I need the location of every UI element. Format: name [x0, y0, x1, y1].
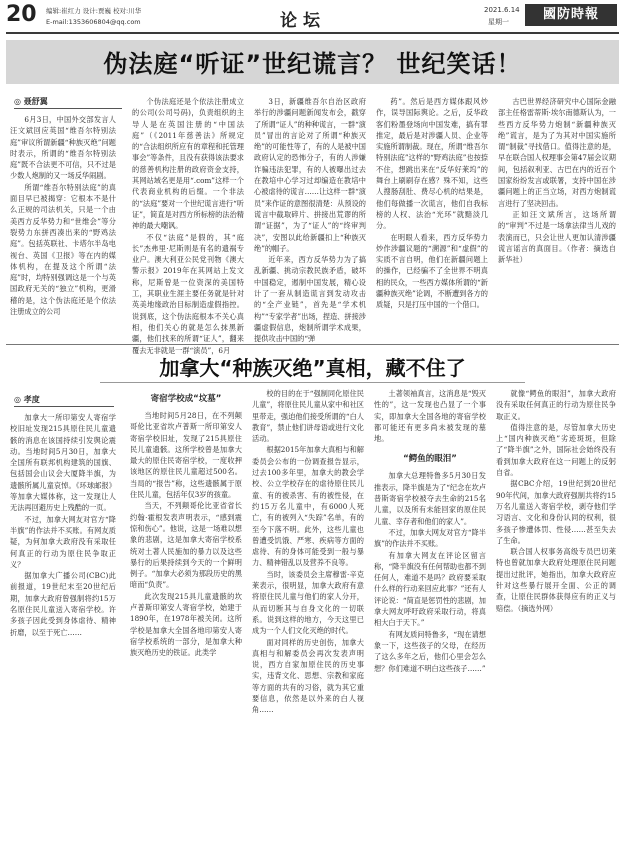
paragraph: 古巴世界经济研究中心国际金融部主任格雷蒂斯·埃尔南德斯认为，一些西方反华势力炮制“新疆种族灭绝”谎言，是为了为其对中国实施所谓“制裁”寻找借口。值得注意的是，早在联合国人权理事会第47届会议期间，包括叙利亚、古巴在内的近百个国家纷纷发言或联署，支持中国在涉疆问题上的正当立场，对西方炮制谎言进行了坚决回击。	[498, 97, 616, 208]
article2-col2	[130, 388, 242, 852]
paragraph: 3日，新疆维吾尔自治区政府举行的涉疆问题新闻发布会，戳穿了所谓“证人”的种种谎言，一群“演员”冒出的言论对了所谓“种族灭绝”的可能性等了，有的人是被中国政府认定的恐怖分子，有的人涉嫌诈骗违法犯罪，有的人被曝出过去在教培中心学习过却编造在教培中心被虐待的谎言……让这样一群“演员”来作证的意图很清楚：从预设的谎言中截取碎片、拼接出荒谬的所谓“证据”，为了“证人”的“终审判决”，安图以此给新疆扣上“种族灭绝”的帽子。	[254, 97, 366, 253]
paragraph: 不过，加拿大网友对官方“降半旗”的作法并不买账。	[374, 527, 486, 549]
paragraph: 据加拿大广播公司(CBC)此前报道，19世纪末至20世纪后期，加拿大政府曾强制将约15万名原住民儿童送入寄宿学校。许多孩子因此受到身体虐待、精神折磨，以至于死亡……	[10, 571, 116, 637]
paragraph: 有网友质问特鲁多，“现在请想象一下，这些孩子的父母，在经历了这么多年之后，他们心里会怎么想？你们难道不明白这些孩子……”	[374, 629, 486, 673]
paragraph: 土著领袖真言，这消息是“毁灭性的”，这一发现也凸显了一个事实，即加拿大全国各地的寄宿学校都可能还有更多尚未被发现的墓地。	[374, 389, 486, 444]
headline-2-underline	[100, 382, 525, 383]
paragraph: 当时，该委员会主席穆雷·辛克莱表示，很明显，加拿大政府有意将原住民儿童与他们的家人分开，从而切断其与自身文化的一切联系。说到这样的地方，今天这里已成为一个人们文化灭绝的时代。	[252, 569, 364, 636]
article2-col5	[496, 388, 616, 852]
paragraph: 药”。然后是西方媒体跟风炒作，误导国际舆论。之后，反华政客们粉墨登场向中国发难，搞有罪推定，最后是对涉疆人员、企业等实施所谓制裁。现在，所谓“维吾尔特别法庭”这样的“野鸡法庭”也按捺不住，想跳出来在“反华好莱坞”的舞台上刷刷存在感？殊不知，这些人搜肠刮肚、费尽心机的结果是，他们每做播一次谎言，他们自我标榜的人权、法治“光环”就黯淡几分。	[376, 97, 488, 231]
paragraph: 加拿大总理特鲁多5月30日发推表示，降半旗是为了“纪念在坎卢普斯寄宿学校被夺去生命的215名儿童，以及所有未能回家的原住民儿童、幸存者和他们的家人”。	[374, 471, 486, 526]
issue-weekday: 星期一	[488, 18, 509, 26]
email-line: E-mail:1353606804@qq.com	[46, 18, 141, 26]
paragraph: 面对同样的历史创伤，加拿大真相与和解委员会再次发表声明说，西方自家加原住民的历史事实，违背文化、思想、宗教和家庭等方面的共有的习俗，就为其它重要信息，依然是以外来的白人视角……	[252, 637, 364, 715]
paragraph: 联合国人权事务高级专员巴切莱特也曾就加拿大政府处理原住民问题提出过批评，她指出，加拿大政府应针对这些暴行展开全面、公正的调查，让原住民群体获得应有的正义与赔偿。（摘选外网）	[496, 547, 616, 613]
paragraph: 个伪法庭还是个依法注册成立的公司(公司号码)，负责组织的主导人是在英国注册的“中国法庭”（《2011年慈善法》所规定的“合法组织所应有的章程和托管理事会”等条件，且没有获得该法要求的慈善机构注册的政府资金支持，其网站域名更是用“.com”这样一个代表商业机构的后缀。一个非法的“法庭”要对一个世纪谎言进行“听证”，简直是对西方所标榜的法治精神的最大嘲讽。	[132, 97, 244, 231]
page-number: 20	[6, 2, 37, 27]
paragraph: 加拿大一所印第安人寄宿学校旧址发现215具原住民儿童遗骸的消息在该国持续引发舆论震动。当地时间5月30日，加拿大全国所有联邦机构建筑的国旗、包括国会山议会大厦降半旗，为遗骸所属儿童哀悼。《环球邮报》等加拿大媒体称，这一发现让人无法再回避历史上残酷的一页。	[10, 413, 116, 513]
article1-col4	[376, 96, 488, 340]
paragraph: 当地时间5月28日，在不列颠哥伦比亚省坎卢普斯一所印第安人寄宿学校旧址，发现了215具原住民儿童遗骸。这所学校曾是加拿大最大的原住民寄宿学校，一度收押该地区的原住民儿童超过500名。当局的“报告”称，这些遗骸属于原住民儿童，包括年仅3岁的孩童。	[130, 411, 242, 500]
article1-col1	[10, 114, 116, 340]
paragraph: 在明眼人看来，西方反华势力炒作涉疆议题的“溯源”和“虚假”的实质不言自明，他们在新疆问题上的操作，已经骗不了全世界不明真相的民众，一些西方媒体所谓的“新疆种族灭绝”论调，不断遭到各方的质疑，只是打压中国的一个借口。	[376, 232, 488, 310]
subheading-crocodile-tears: “鳄鱼的眼泪”	[403, 454, 457, 465]
paragraph: 有加拿大网友在评论区留言称，“降半旗没有任何帮助也都不到任何人，难道不是吗？政府要采取什么样的行动来回应此事？”还有人评论说：“简直是惩罚性的悲剧，加拿大网友呼吁政府采取行动，将真相大白于天下。”	[374, 550, 486, 628]
issue-date: 2021.6.14	[484, 6, 520, 14]
paragraph: 根据2015年加拿大真相与和解委员会公布的一份调查报告显示，过去100多年里，加拿大的教会学校、公立学校存在的虐待原住民儿童、有的被杀害、有的被性侵，在约15万名儿童中，有6000人死亡，有的被列入“失踪”名单，有的至今下落不明。此外，这些儿童也曾遭受饥饿、严寒、疾病等方面的虐待、有的身体可能受到一般与暴力、精神错乱以及营养不良等。	[252, 445, 364, 568]
paragraph: 此次发现215具儿童遗骸的坎卢普斯印第安人寄宿学校，始建于1890年，在1978年被关闭。这所学校是加拿大全国各地印第安人寄宿学校系统的一部分，是加拿大种族灭绝历史的铁证。此类学	[130, 591, 242, 658]
article1-col5	[498, 96, 616, 340]
paragraph: 值得注意的是，尽管加拿大历史上“国内种族灭绝”劣迹斑斑，但除了“降半旗”之外，国际社会始终没有看到加拿大政府在这一问题上的反躬自省。	[496, 422, 616, 478]
article1-col3	[254, 96, 366, 344]
paragraph: 校的目的在于“强制同化原住民儿童”，将原住民儿童从家中和社区里带走，强迫他们接受所谓的“白人教育”，禁止他们讲母语或进行文化活动。	[252, 389, 364, 444]
paragraph: 所谓“维吾尔特别法庭”的真面目早已被揭穿：它根本不是什么正规的司法机关，只是一个由美西方反华势力和“世维会”等分裂势力东拼西凑出来的“野鸡法庭”。包括英联社、卡塔尔半岛电视台、英国《卫报》等在内的媒体机构，在提及这个所谓“法庭”时，均特别强调这是一个与英国政府无关的“独立”机构，更滑稽的是，这个伪法庭还是个依法注册成立的公司	[10, 182, 116, 317]
headline-2: 加拿大“种族灭绝”真相，藏不住了	[159, 356, 466, 380]
paragraph: 据CBC介绍，19世纪到20世纪90年代间，加拿大政府强制共将约15万名儿童送入寄宿学校，剥夺他们学习语言、文化和身份认同的权利，很多孩子惨遭体罚、性侵……甚至失去了生命。	[496, 479, 616, 545]
paragraph: 就像“鳄鱼的眼泪”，加拿大政府没有采取任何真正的行动为原住民争取正义。	[496, 389, 616, 421]
byline-2-underline	[14, 406, 114, 407]
header-rule	[6, 32, 619, 34]
section-title: 论坛	[280, 11, 326, 31]
byline-1-underline	[14, 108, 122, 109]
headline-1: 伪法庭“听证”世纪谎言？ 世纪笑话！	[103, 50, 522, 78]
paragraph: 正如汪文斌所言，这场所谓的“审判”不过是一场拿法律当儿戏的表演而已，只会让世人更加认清涉疆谎言谣言的真面目。（作者：摘选自新华社）	[498, 209, 616, 265]
paragraph: 6月3日，中国外交部发言人汪文斌回应英国“维吾尔特别法庭”审议所谓新疆“种族灭绝”问题时表示，所谓的“维吾尔特别法庭”既不合法更不可信，只不过是少数人炮制的又一场反华闹剧。	[10, 115, 116, 181]
paragraph: 不过，加拿大网友对官方“降半旗”的作法并不买账。有网友质疑，为何加拿大政府没有采取任何真正的行动为原住民争取正义？	[10, 514, 116, 569]
article1-col2	[132, 96, 244, 355]
byline-1: ◎ 聂舒翼	[14, 97, 48, 106]
article2-col1	[10, 412, 116, 852]
article2-col4	[374, 388, 486, 852]
editor-line: 编辑:崔红力 设计:贾巍 校对:川华	[46, 7, 142, 15]
newspaper-logo: 國防時報	[525, 4, 617, 26]
paragraph: 不仅“法庭”是假的，其“庭长”杰弗里·尼斯则是有名的遗祸专业户。澳大利亚公民党刊物《澳大警示报》2019年在其网站上发文称，尼斯曾是一位资深的美国特工，其职业生涯主要任务就是针对英美地缘政治目标制造虚假指控。说到底，这个伪法庭根本不关心真相，他们关心的就是怎么抹黑新疆，他们找来的所谓“证人”，翻来覆去无非就是一群“演员”，6月	[132, 232, 244, 355]
byline-2: ◎ 孝度	[14, 395, 40, 404]
article-separator	[6, 344, 619, 345]
article2-col3	[252, 388, 364, 852]
subheading-boarding-school: 寄宿学校成“坟墓”	[150, 394, 222, 404]
paragraph: 近年来，西方反华势力为了搞乱新疆、挑动宗教民族矛盾，破坏中国稳定，遏制中国发展，精心设计了一套从制造谎言到发动攻击的“全产业链”，首先是“学术机构”“专家学者”出场，捏造、拼接涉疆虚假信息，炮制所谓学术成果，提供攻击中国的“弹	[254, 255, 366, 344]
paragraph: 当天，不列颠哥伦比亚省省长约翰·霍根发表声明表示，“感到震惊和伤心”。他说，这是一场难以想象的悲剧，这是加拿大寄宿学校系统对土著人民施加的暴力以及这些暴行的后果持续到今天的一个鲜明例子。“加拿大必须为那段历史的黑暗而“负责”。	[130, 501, 242, 590]
